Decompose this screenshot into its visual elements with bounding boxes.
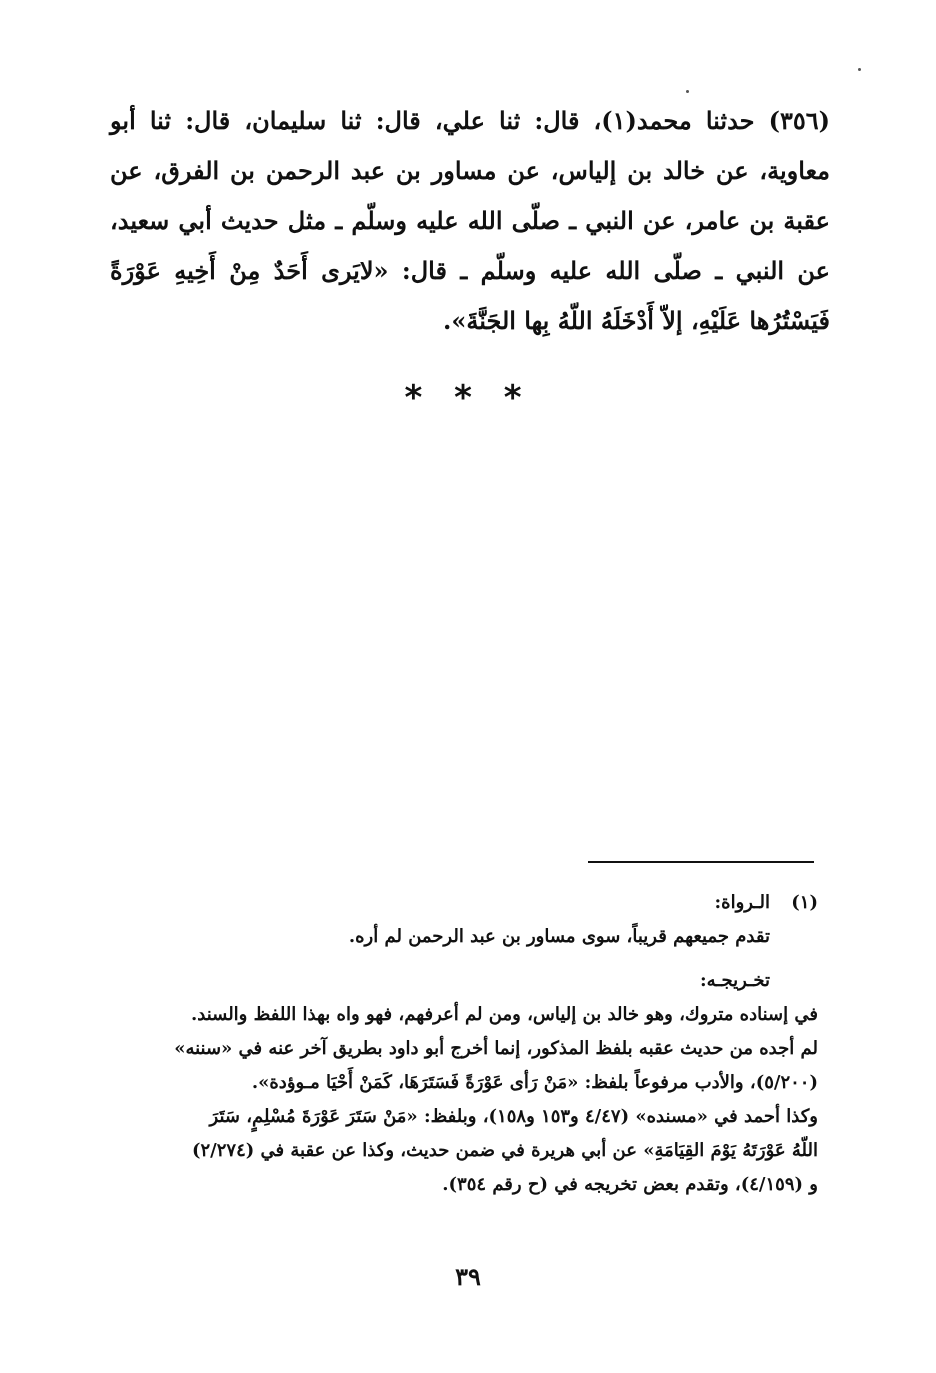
scan-speck — [858, 68, 861, 71]
takhrij-line: لم أجده من حديث عقبه بلفظ المذكور، إنما أخرج أبو داود بطريق آخر عنه في «سننه» — [174, 1038, 818, 1059]
hadith-paragraph: (٣٥٦) حدثنا محمد(١)، قال: ثنا علي، قال: ثنا سليمان، قال: ثنا أبو معاوية، عن خالد بن إلياس، عن مساور بن عبد الرحمن بن الفرق، عن عقبة بن عامر، عن النبي ـ صلّى الله عليه وسلّم ـ مثل حديث أبي سعيد، عن النبي ـ صلّى الله عليه وسلّم ـ قال: «لايَرى أَحَدٌ مِنْ أَخِيهِ عَوْرَةً فَيَسْتُرُها عَلَيْهِ، إلاّ أَدْخَلَهُ اللّهُ بِها الجَنَّةَ». — [110, 106, 830, 335]
hadith-text-block — [110, 96, 830, 346]
footnote-divider — [588, 861, 814, 863]
footnote-number: (١) — [791, 892, 818, 913]
rawah-heading: الـرواة: — [714, 892, 770, 913]
takhrij-line: اللّهُ عَوْرَتَهُ يَوْمَ القِيَامَةِ» عن أبي هريرة في ضمن حديث، وكذا عن عقبة في (٢/٢٧٤) — [191, 1140, 818, 1161]
rawah-heading-line — [118, 886, 818, 920]
takhrij-line: (٥/٢٠٠)، والأدب مرفوعاً بلفظ: «مَنْ رَأى عَوْرَةً فَسَتَرَهَا، كَمَنْ أَحْيَا مـوؤدة». — [251, 1072, 818, 1093]
takhrij-heading: تخـريجـه: — [699, 970, 770, 991]
section-separator: * * * — [404, 378, 532, 418]
takhrij-line: وكذا أحمد في «مسنده» (٤/٤٧ و١٥٣ و١٥٨)، وبلفظ: «مَنْ سَتَرَ عَوْرَةَ مُسْلِمٍ، سَتَرَ — [209, 1106, 818, 1127]
takhrij-line: و (٤/١٥٩)، وتقدم بعض تخريجه في (ح رقم ٣٥٤). — [442, 1174, 818, 1195]
page-number: ٣٩ — [455, 1262, 481, 1291]
rawah-text: تقدم جميعهم قريباً، سوى مساور بن عبد الرحمن لم أره. — [348, 926, 770, 947]
takhrij-line: في إسناده متروك، وهو خالد بن إلياس، ومن لم أعرفهم، فهو واه بهذا اللفظ والسند. — [190, 1004, 818, 1025]
scan-speck — [686, 90, 689, 93]
footnotes-block — [118, 886, 818, 1202]
